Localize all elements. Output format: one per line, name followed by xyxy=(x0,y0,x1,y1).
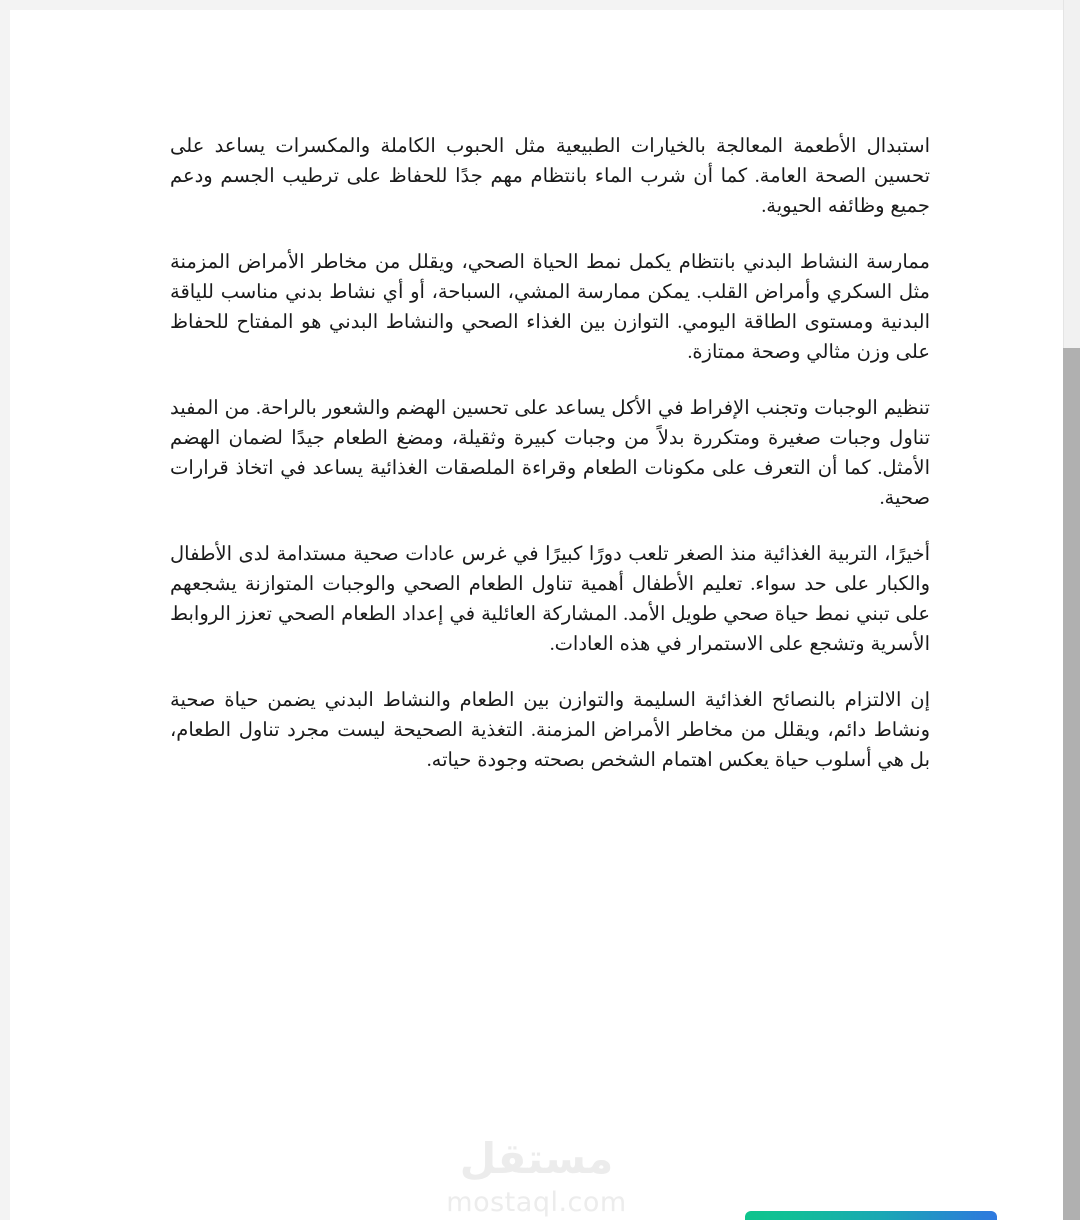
vertical-scrollbar-thumb[interactable] xyxy=(1063,348,1080,1220)
paragraph-2: ممارسة النشاط البدني بانتظام يكمل نمط الحياة الصحي، ويقلل من مخاطر الأمراض المزمنة مثل السكري وأمراض القلب. يمكن ممارسة المشي، السباحة، أو أي نشاط بدني مناسب للياقة البدنية ومستوى الطاقة اليومي. التوازن بين الغذاء الصحي والنشاط البدني هو المفتاح للحفاظ على وزن مثالي وصحة ممتازة. xyxy=(170,252,930,363)
vertical-scrollbar-track[interactable] xyxy=(1063,0,1080,1220)
document-page xyxy=(10,10,1063,1220)
watermark xyxy=(10,1134,1063,1218)
text-column xyxy=(170,132,930,776)
paragraph-3: تنظيم الوجبات وتجنب الإفراط في الأكل يساعد على تحسين الهضم والشعور بالراحة. من المفيد تناول وجبات صغيرة ومتكررة بدلاً من وجبات كبيرة وثقيلة، ومضغ الطعام جيدًا لضمان الهضم الأمثل. كما أن التعرف على مكونات الطعام وقراءة الملصقات الغذائية يساعد في اتخاذ قرارات صحية. xyxy=(170,398,930,509)
paragraph-1: استبدال الأطعمة المعالجة بالخيارات الطبيعية مثل الحبوب الكاملة والمكسرات يساعد على تحسين الصحة العامة. كما أن شرب الماء بانتظام مهم جدًا للحفاظ على ترطيب الجسم ودعم جميع وظائفه الحيوية. xyxy=(170,136,930,217)
watermark-domain-text: mostaql.com xyxy=(446,1187,627,1218)
paragraph-4: أخيرًا، التربية الغذائية منذ الصغر تلعب دورًا كبيرًا في غرس عادات صحية مستدامة لدى الأطفال والكبار على حد سواء. تعليم الأطفال أهمية تناول الطعام الصحي والوجبات المتوازنة يشجعهم على تبني نمط حياة صحي طويل الأمد. المشاركة العائلية في إعداد الطعام الصحي تعزز الروابط الأسرية وتشجع على الاستمرار في هذه العادات. xyxy=(170,544,931,655)
watermark-logo-text: مستقل xyxy=(459,1134,614,1183)
paragraph-5: إن الالتزام بالنصائح الغذائية السليمة والتوازن بين الطعام والنشاط البدني يضمن حياة صحية ونشاط دائم، ويقلل من مخاطر الأمراض المزمنة. التغذية الصحيحة ليست مجرد تناول الطعام، بل هي أسلوب حياة يعكس اهتمام الشخص بصحته وجودة حياته. xyxy=(170,690,930,771)
bottom-accent-bar xyxy=(745,1211,997,1220)
